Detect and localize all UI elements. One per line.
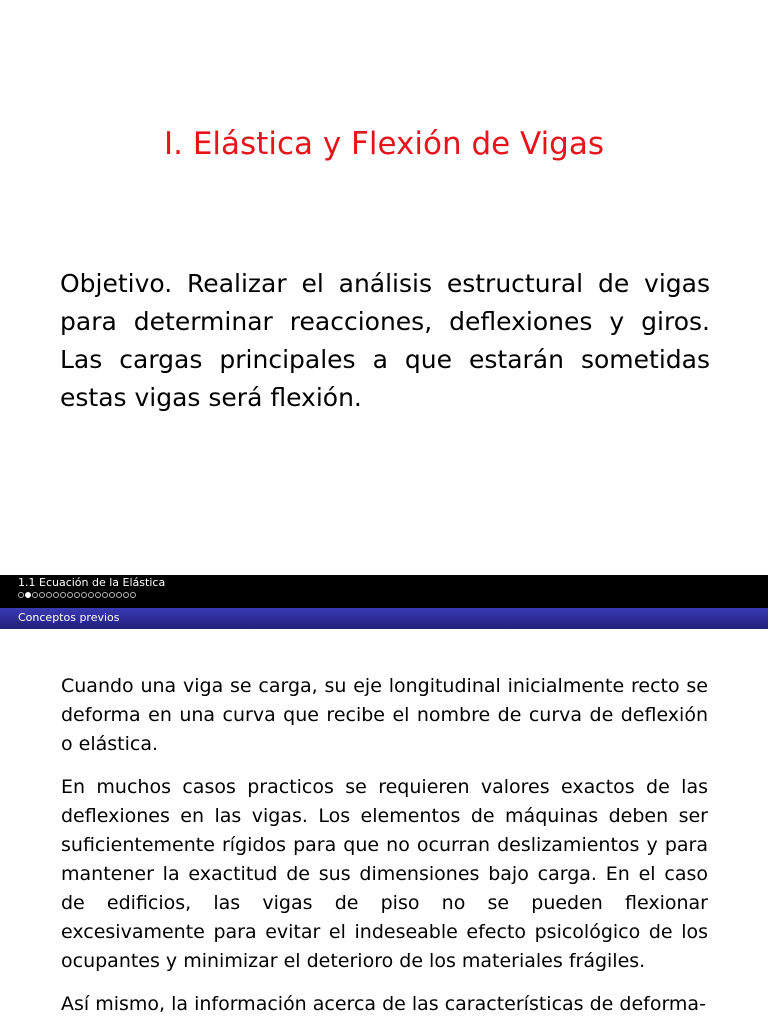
nav-dot[interactable] bbox=[46, 592, 52, 598]
nav-dot[interactable] bbox=[123, 592, 129, 598]
slide-2-content bbox=[61, 672, 708, 1024]
nav-dot[interactable] bbox=[81, 592, 87, 598]
section-header-bar bbox=[0, 575, 768, 608]
nav-dot[interactable] bbox=[39, 592, 45, 598]
paragraph-3: Así mismo, la información acerca de las características de deforma- bbox=[61, 993, 706, 1015]
nav-dot[interactable] bbox=[102, 592, 108, 598]
nav-dot[interactable] bbox=[88, 592, 94, 598]
subsection-header-bar bbox=[0, 608, 768, 629]
objective-text: Objetivo. Realizar el análisis estructural de vigas para determinar reacciones, deflexiones y giros. Las cargas principales a que estarán sometidas estas vigas será flexión. bbox=[60, 269, 710, 412]
nav-dot[interactable] bbox=[74, 592, 80, 598]
slide-navigation-dots bbox=[18, 592, 136, 598]
nav-dot[interactable] bbox=[95, 592, 101, 598]
nav-dot[interactable] bbox=[130, 592, 136, 598]
slide-title: I. Elástica y Flexión de Vigas bbox=[163, 126, 605, 162]
section-title: 1.1 Ecuación de la Elástica bbox=[18, 576, 166, 589]
subsection-title: Conceptos previos bbox=[18, 611, 120, 624]
paragraph-2: En muchos casos practicos se requieren valores exactos de las deflexiones en las vigas. Los elementos de máquinas deben ser suficientemente rígidos para que no ocurran deslizamientos y para mantener la exactitud de sus dimensiones bajo carga. En el caso de edificios, las vigas de piso no se pueden flexionar excesivamente para evitar el indeseable efecto psicológico de los ocupantes y minimizar el deterioro de los materiales frágiles. bbox=[61, 776, 708, 972]
nav-dot[interactable] bbox=[32, 592, 38, 598]
nav-dot[interactable] bbox=[53, 592, 59, 598]
nav-dot[interactable] bbox=[109, 592, 115, 598]
nav-dot[interactable] bbox=[25, 592, 31, 598]
nav-dot[interactable] bbox=[67, 592, 73, 598]
nav-dot[interactable] bbox=[60, 592, 66, 598]
nav-dot[interactable] bbox=[116, 592, 122, 598]
paragraph-1: Cuando una viga se carga, su eje longitudinal inicialmente recto se deforma en una curva que recibe el nombre de curva de deflexión o elástica. bbox=[61, 675, 708, 755]
nav-dot[interactable] bbox=[18, 592, 24, 598]
